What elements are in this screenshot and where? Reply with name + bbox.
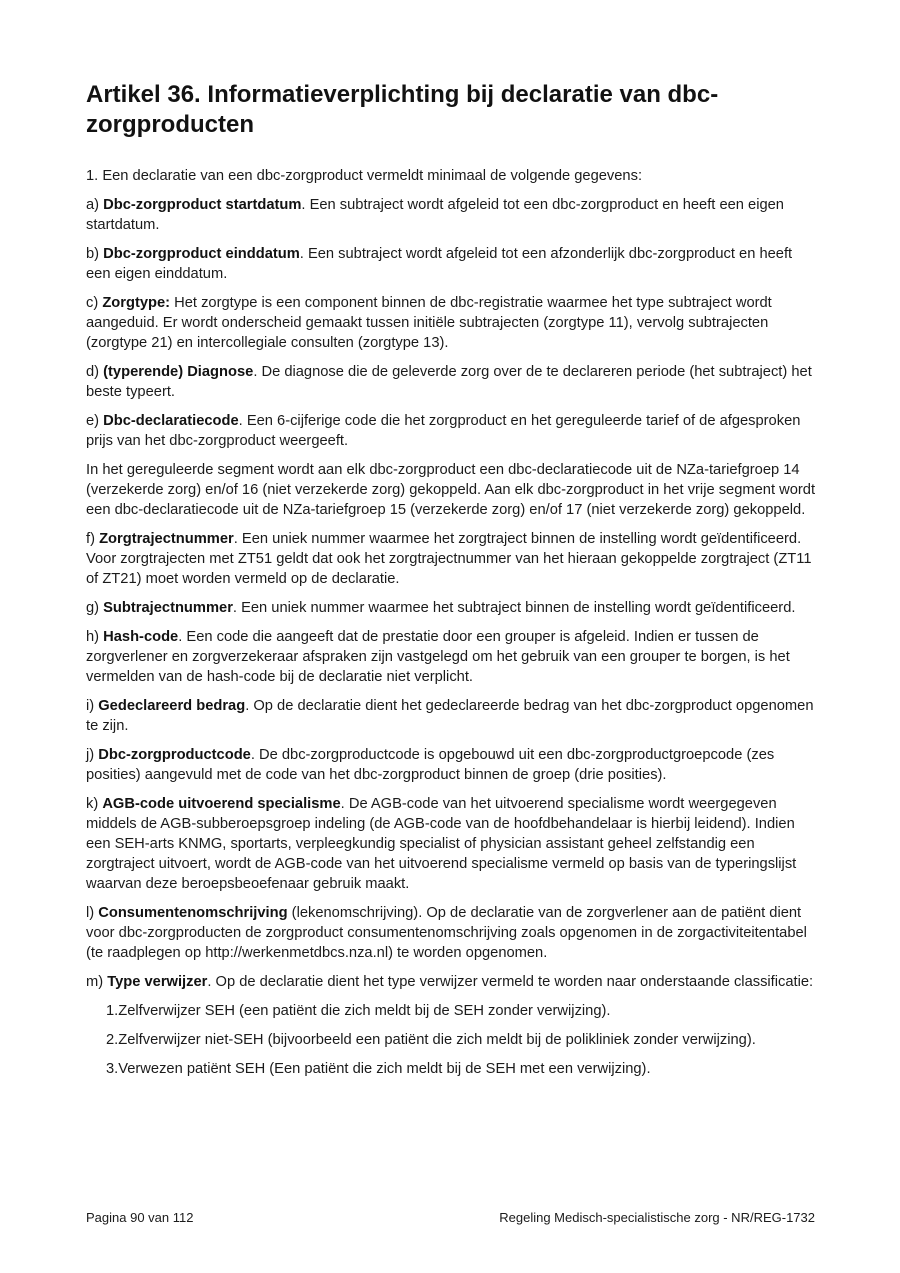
paragraph: j) Dbc-zorgproductcode. De dbc-zorgproductcode is opgebouwd uit een dbc-zorgproductgroepcode (zes posities) aangevuld met de code van het dbc-zorgproduct binnen de groep (drie posities). [86, 747, 775, 783]
paragraph: 1.Zelfverwijzer SEH (een patiënt die zich meldt bij de SEH zonder verwijzing). [106, 1003, 611, 1019]
paragraph-lead: Zorgtrajectnummer [99, 531, 234, 547]
paragraph: 1. Een declaratie van een dbc-zorgproduct vermeldt minimaal de volgende gegevens: [86, 168, 643, 184]
paragraph: 3.Verwezen patiënt SEH (Een patiënt die zich meldt bij de SEH met een verwijzing). [106, 1061, 651, 1077]
paragraph: 2.Zelfverwijzer niet-SEH (bijvoorbeeld een patiënt die zich meldt bij de polikliniek zonder verwijzing). [106, 1032, 756, 1048]
paragraph-lead: Subtrajectnummer [103, 600, 233, 616]
paragraph: a) Dbc-zorgproduct startdatum. Een subtraject wordt afgeleid tot een dbc-zorgproduct en heeft een eigen startdatum. [86, 197, 784, 233]
page-footer [86, 1210, 815, 1225]
paragraph: l) Consumentenomschrijving (lekenomschrijving). Op de declaratie van de zorgverlener aan de patiënt dient voor dbc-zorgproducten de zorgproduct consumentenomschrijving zoals opgenomen in de zorgactiviteitentabel (te raadplegen op http://werkenmetdbcs.nza.nl) te worden opgenomen. [86, 905, 807, 961]
footer-document-reference: Regeling Medisch-specialistische zorg - NR/REG-1732 [499, 1210, 815, 1225]
page-title: Artikel 36. Informatieverplichting bij declaratie van dbc-zorgproducten [86, 81, 719, 138]
paragraph: m) Type verwijzer. Op de declaratie dient het type verwijzer vermeld te worden naar onderstaande classificatie: [86, 974, 814, 990]
paragraph-lead: AGB-code uitvoerend specialisme [102, 796, 341, 812]
paragraph-lead: Dbc-zorgproduct einddatum [103, 246, 300, 262]
paragraph-lead: Hash-code [103, 629, 179, 645]
paragraph: k) AGB-code uitvoerend specialisme. De AGB-code van het uitvoerend specialisme wordt weergegeven middels de AGB-subberoepsgroep indeling (de AGB-code van de hoofdbehandelaar is hierbij leidend). Indien een SEH-arts KNMG, sportarts, verpleegkundig specialist of physician assistant geheel zelfstandig een zorgtraject uitvoert, wordt de AGB-code van het uitvoerend specialisme vermeld op basis van de typeringslijst waarvan deze beroepsbeoefenaar gebruik maakt. [86, 796, 797, 892]
paragraph-lead: Dbc-declaratiecode [103, 413, 239, 429]
paragraph: d) (typerende) Diagnose. De diagnose die de geleverde zorg over de te declareren periode (het subtraject) het beste typeert. [86, 364, 812, 400]
document-body [86, 166, 816, 1079]
paragraph-lead: Gedeclareerd bedrag [98, 698, 246, 714]
paragraph: e) Dbc-declaratiecode. Een 6-cijferige code die het zorgproduct en het gereguleerde tarief of de afgesproken prijs van het dbc-zorgproduct weergeeft. [86, 413, 801, 449]
paragraph-lead: Dbc-zorgproductcode [98, 747, 251, 763]
paragraph: b) Dbc-zorgproduct einddatum. Een subtraject wordt afgeleid tot een afzonderlijk dbc-zorgproduct en heeft een eigen einddatum. [86, 246, 793, 282]
paragraph-lead: Dbc-zorgproduct startdatum [103, 197, 302, 213]
paragraph: h) Hash-code. Een code die aangeeft dat de prestatie door een grouper is afgeleid. Indien er tussen de zorgverlener en zorgverzekeraar afspraken zijn vastgelegd om het gebruik van een grouper te borgen, is het vermelden van de hash-code bij de declaratie niet verplicht. [86, 629, 790, 685]
paragraph: c) Zorgtype: Het zorgtype is een component binnen de dbc-registratie waarmee het type subtraject wordt aangeduid. Er wordt onderscheid gemaakt tussen initiële subtrajecten (zorgtype 11), vervolg subtrajecten (zorgtype 21) en intercollegiale consulten (zorgtype 13). [86, 295, 772, 351]
paragraph: In het gereguleerde segment wordt aan elk dbc-zorgproduct een dbc-declaratiecode uit de NZa-tariefgroep 14 (verzekerde zorg) en/of 16 (niet verzekerde zorg) gekoppeld. Aan elk dbc-zorgproduct in het vrije segment wordt een dbc-declaratiecode uit de NZa-tariefgroep 15 (verzekerde zorg) en/of 17 (niet verzekerde zorg) gekoppeld. [86, 462, 816, 518]
paragraph-lead: Zorgtype: [102, 295, 171, 311]
paragraph-lead: (typerende) Diagnose [103, 364, 254, 380]
paragraph: g) Subtrajectnummer. Een uniek nummer waarmee het subtraject binnen de instelling wordt geïdentificeerd. [86, 600, 796, 616]
footer-page-number: Pagina 90 van 112 [86, 1210, 194, 1225]
document-content [86, 80, 816, 1088]
paragraph: i) Gedeclareerd bedrag. Op de declaratie dient het gedeclareerde bedrag van het dbc-zorgproduct opgenomen te zijn. [86, 698, 814, 734]
paragraph-lead: Consumentenomschrijving [98, 905, 288, 921]
paragraph-lead: Type verwijzer [107, 974, 208, 990]
paragraph: f) Zorgtrajectnummer. Een uniek nummer waarmee het zorgtraject binnen de instelling wordt geïdentificeerd. Voor zorgtrajecten met ZT51 geldt dat ook het zorgtrajectnummer van het hieraan gekoppelde zorgtraject (ZT11 of ZT21) moet worden vermeld op de declaratie. [86, 531, 812, 587]
